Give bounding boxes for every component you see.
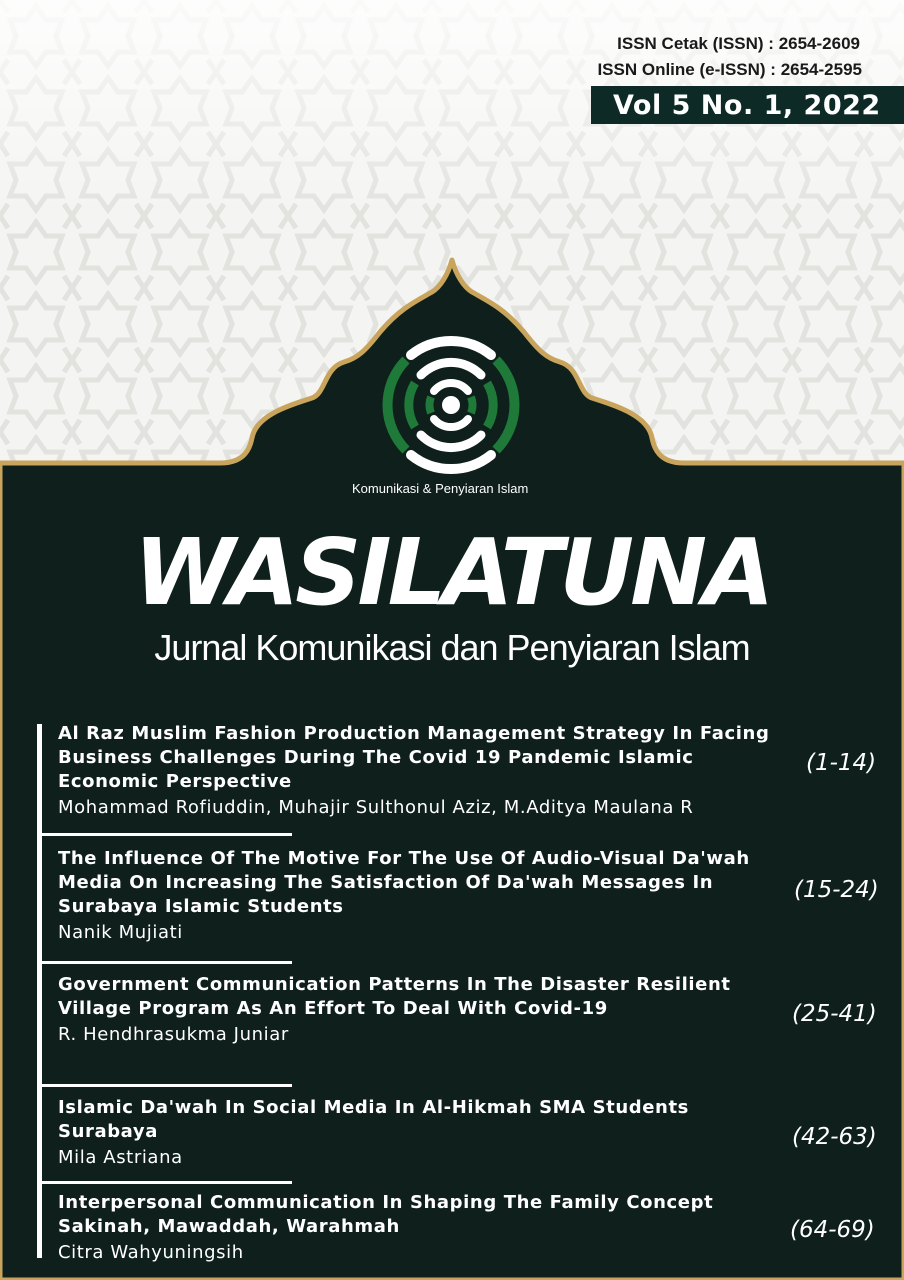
article-title: Government Communication Patterns In The Disaster Resilient Village Program As An Effort To Deal With Covid-19 [58,974,731,1019]
article-pages: (64-69) [790,1217,875,1243]
logo-caption: Komunikasi & Penyiaran Islam [352,481,529,496]
article-title: Interpersonal Communication In Shaping The Family Concept Sakinah, Mawaddah, Warahmah [58,1192,714,1237]
article-list-rail [37,724,42,1258]
article-item [58,973,904,1047]
article-title: Islamic Da'wah In Social Media In Al-Hikmah SMA Students Surabaya [58,1097,689,1142]
article-pages: (25-41) [792,1001,877,1027]
article-title: The Influence Of The Motive For The Use Of Audio-Visual Da'wah Media On Increasing The Satisfaction Of Da'wah Messages In Surabaya Islamic Students [58,848,750,917]
issn-online: ISSN Online (e-ISSN) : 2654-2595 [597,60,862,79]
article-authors: R. Hendhrasukma Juniar [58,1024,289,1045]
article-authors: Nanik Mujiati [58,922,183,943]
article-authors: Mohammad Rofiuddin, Muhajir Sulthonul Aziz, M.Aditya Maulana R [58,797,694,818]
article-authors: Mila Astriana [58,1147,183,1168]
article-title: Al Raz Muslim Fashion Production Management Strategy In Facing Business Challenges During The Covid 19 Pandemic Islamic Economic Perspective [58,723,770,792]
article-pages: (15-24) [794,877,879,903]
issn-print: ISSN Cetak (ISSN) : 2654-2609 [617,34,860,53]
article-item [58,847,904,945]
volume-badge [591,86,904,124]
article-item [58,1096,904,1170]
journal-title: WASILATUNA [133,519,771,626]
journal-subtitle: Jurnal Komunikasi dan Penyiaran Islam [154,627,750,668]
article-item [58,1191,904,1265]
article-divider [42,961,292,964]
article-divider [42,1181,292,1184]
article-divider [42,833,292,836]
article-pages: (42-63) [792,1124,877,1150]
article-pages: (1-14) [806,750,877,776]
volume-label: Vol 5 No. 1, 2022 [613,90,881,121]
article-item [58,722,904,820]
article-authors: Citra Wahyuningsih [58,1242,244,1263]
article-divider [42,1084,292,1087]
